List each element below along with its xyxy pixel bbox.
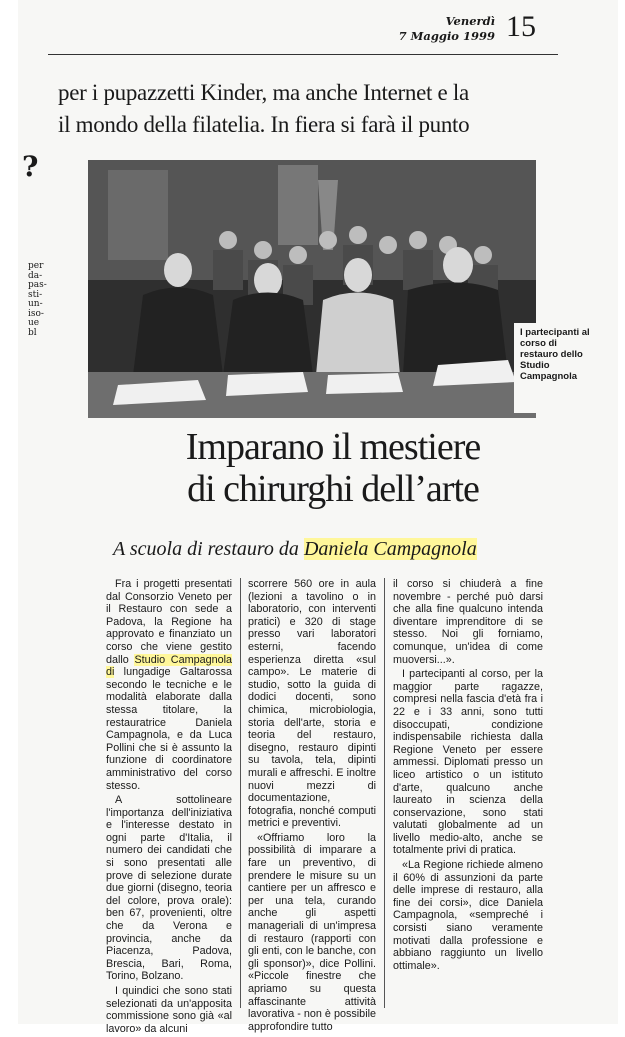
issue-day: Venerdì [445,14,495,28]
previous-article-line-2: il mondo della filatelia. In fiera si farà il punto [58,112,470,137]
paragraph: I partecipanti al corso, per la maggior parte ragazze, compresi nella fascia d'età fra i 22 e i 33 anni, sono tutti disoccupati, condizione indispensabile richiesta dalla Regione Veneto per essere ammessi. Diplomati presso un liceo artistico o un istituto d'arte, qualcuno anche laureato in scienza della conservazione, sono stati valutati globalmente ad un livello medio-alto, anche se totalmente privi di pratica. [393,668,543,857]
article-column-1 [106,578,232,1037]
cropped-question-mark: ? [22,150,39,183]
newspaper-page [18,0,618,1035]
paragraph: A sottolineare l'importanza dell'iniziativa e l'interesse destato in ogni parte d'Italia, il numero dei candidati che si sono presentati alle prove di selezione durate due giorni (disegno, teoria del colore, prova orale): ben 67, provenienti, oltre che da Verona e provincia, anche da Piacenza, Padova, Brescia, Bari, Roma, Torino, Bolzano. [106,794,232,983]
header-divider [48,54,558,55]
issue-full-date: 7 Maggio 1999 [398,29,495,43]
previous-article-line-1: per i pupazzetti Kinder, ma anche Internet e la [58,80,469,105]
paragraph: «Offriamo loro la possibilità di imparare a fare un preventivo, di prendere le misure su un cantiere per un affresco e per una tela, curando anche gli aspetti manageriali di un'impresa di restauro (rapporti con gli enti, con le banche, con gli sponsor)», dice Pollini. «Piccole finestre che apriamo su questa affascinante attività lavorativa - non è possibile approfondire tutto [248,831,376,1033]
paragraph-text: Fra i progetti presentati dal Consorzio Veneto per il Restauro con sede a Padova, la Regione ha approvato e finanziato un corso che viene gestito dallo [106,578,232,666]
article-column-2 [248,578,376,1035]
issue-date [395,14,495,44]
subtitle-lead: A scuola di restauro da [113,538,304,560]
headline-line-1: Imparano il mestiere [185,426,481,468]
class-photo-image [88,160,590,418]
subtitle [113,538,553,561]
paragraph-text: lungadige Galtarossa secondo le tecniche e le modalità elaborate dalla stessa titolare, la restauratrice Daniela Campagnola, e da Luca Pollini che si è assunto la funzione di coordinatore amministrativo del corso stesso. [106,666,232,792]
highlighted-studio-name: Studio Campagnola di [106,653,232,679]
column-divider [384,578,385,1008]
headline-line-2: di chirurghi dell’arte [187,468,479,510]
paragraph [106,578,232,792]
headline [113,426,553,510]
cropped-column-fragment: per da- pas- sti- un- iso- ue bl [28,261,47,338]
subtitle-highlighted-name: Daniela Campagnola [303,538,477,560]
column-divider [240,578,241,1008]
paragraph: I quindici che sono stati selezionati da un'apposita commissione sono già «al lavoro» da alcuni [106,985,232,1035]
page-number: 15 [506,10,536,43]
photo-caption: I partecipanti al corso di restauro dello Studio Campagnola [514,323,600,413]
paragraph: il corso si chiuderà a fine novembre - perché può darsi che alla fine qualcuno intenda diventare imprenditore di se stesso. Noi gli forniamo, comunque, un'idea di come muoversi...». [393,578,543,666]
paragraph: «La Regione richiede almeno il 60% di assunzioni da parte delle imprese di restauro, alla fine dei corsi», dice Daniela Campagnola, «sempreché i corsisti siano veramente motivati dalla professione e abbiano raggiunto un livello ottimale». [393,859,543,972]
paragraph: scorrere 560 ore in aula (lezioni a tavolino o in laboratorio, con interventi pratici) e 320 di stage presso vari laboratori esterni, facendo esperienza diretta «sul campo». Le materie di studio, sotto la guida di dodici docenti, sono chimica, microbiologia, storia dell'arte, storia e teoria del restauro, disegno, restauro dipinti su tavola, tela, dipinti murali e affreschi. E inoltre nuovi mezzi di documentazione, fotografia, nonché computi metrici e preventivi. [248,578,376,830]
article-column-3 [393,578,543,974]
